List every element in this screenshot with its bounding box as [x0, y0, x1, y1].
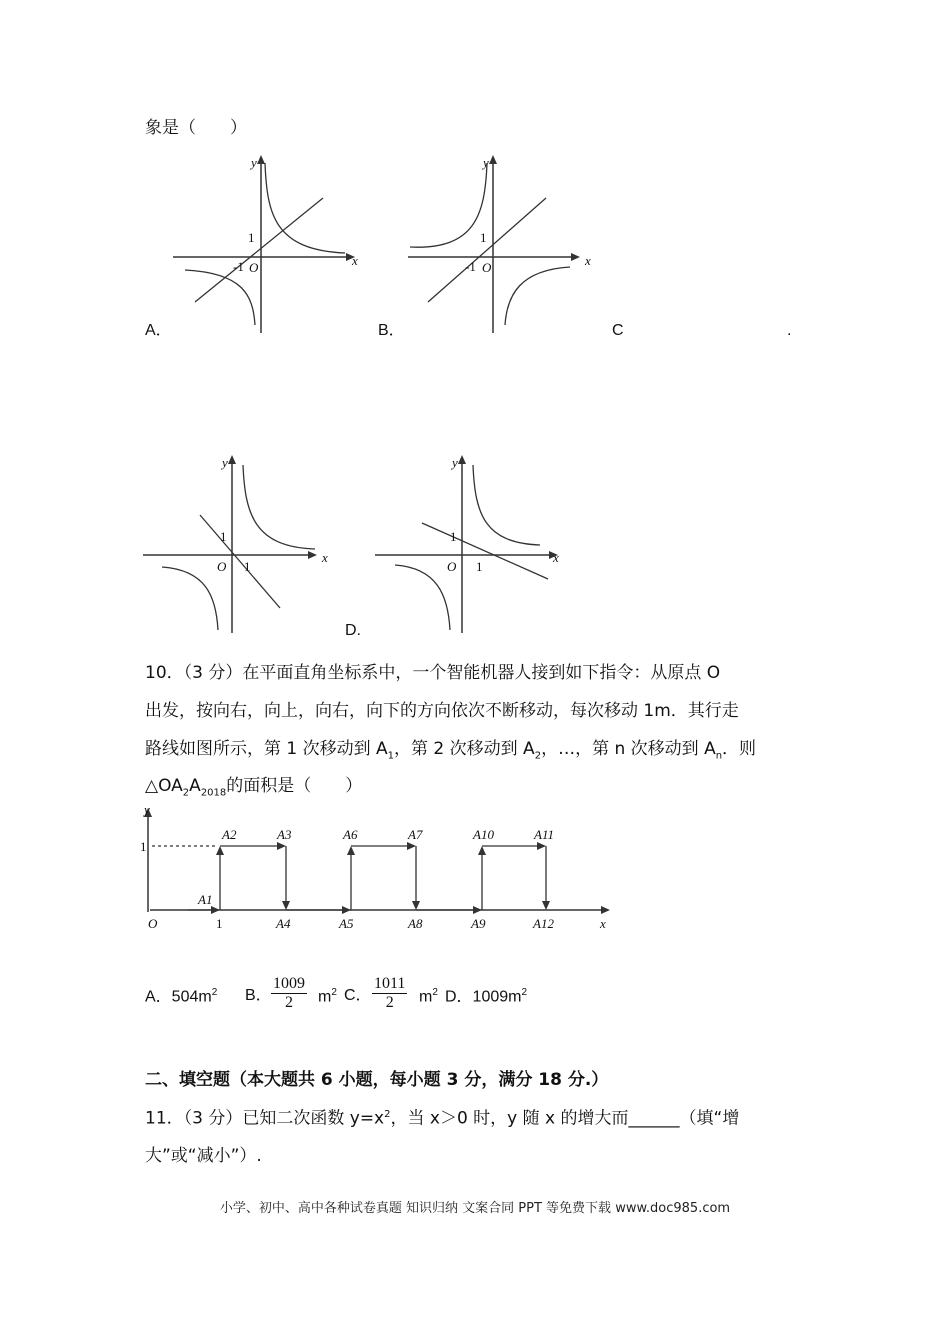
fig-label-a4: A4 — [276, 916, 291, 931]
q10-line4: $\triangle OA_2A_{2018}$的面积是（ ） — [145, 776, 363, 799]
footer-text: 小学、初中、高中各种试卷真题 知识归纳 文案合同 PPT 等免费下载 www.doc985.com — [219, 1201, 731, 1216]
graph-b-neg-one: -1 — [465, 259, 476, 274]
graph-d-y: y — [452, 455, 458, 470]
graph-a — [165, 155, 365, 335]
fig-label-a10: A10 — [473, 827, 494, 842]
graph-a-o: O — [249, 260, 259, 275]
q10-choice-d[interactable]: D．$1009m^2$ — [445, 987, 528, 1006]
graph-c-one-y: 1 — [220, 529, 227, 544]
fig-x: x — [600, 916, 606, 931]
graph-c-o: O — [217, 559, 227, 574]
option-a-label[interactable]: A． — [145, 322, 172, 339]
q11-line2: 大”或“减小”）. — [145, 1146, 262, 1166]
graph-b — [400, 155, 600, 335]
fig-label-a7: A7 — [408, 827, 423, 842]
graph-c-y: y — [222, 455, 228, 470]
q10-choice-b-fraction: $\frac{1009}{2}$ — [273, 975, 305, 1011]
option-c-dot: . — [787, 322, 792, 339]
q10-choice-b-unit: $m^2$ — [318, 987, 337, 1006]
fig-label-a3: A3 — [277, 827, 292, 842]
graph-d — [370, 455, 570, 635]
graph-b-o: O — [482, 260, 492, 275]
fig-one-x: 1 — [216, 916, 223, 931]
q10-choice-c-prefix[interactable]: C． — [344, 987, 372, 1004]
fig-label-a2: A2 — [222, 827, 237, 842]
fig-label-a9: A9 — [471, 916, 486, 931]
graph-d-x: x — [553, 550, 559, 565]
fig-label-a8: A8 — [408, 916, 423, 931]
fig-o: O — [148, 916, 158, 931]
graph-d-o: O — [447, 559, 457, 574]
q10-line3: 路线如图所示，第 1 次移动到 $A_1$，第 2 次移动到 $A_2$，…，第 n 次移动到 $A_n$．则 — [145, 739, 757, 762]
graph-a-x: x — [352, 253, 358, 268]
fig-one-y: 1 — [140, 839, 147, 854]
fig-label-a5: A5 — [339, 916, 354, 931]
q11-line1: 11．（3 分）已知二次函数 $y=x^2$，当 x＞0 时，y 随 x 的增大而______（填“增 — [145, 1108, 740, 1129]
q10-choice-b-prefix[interactable]: B． — [245, 987, 272, 1004]
option-c-label[interactable]: C — [612, 322, 624, 339]
graph-d-one-y: 1 — [450, 529, 457, 544]
section2-title: 二、填空题（本大题共 6 小题，每小题 3 分，满分 18 分.） — [145, 1070, 609, 1090]
graph-a-y: y — [251, 155, 257, 170]
fig-label-a11: A11 — [534, 827, 554, 842]
q10-choice-a[interactable]: A．$504m^2$ — [145, 987, 218, 1006]
graph-c-one-x: 1 — [244, 559, 251, 574]
q10-choice-c-unit: $m^2$ — [419, 987, 438, 1006]
graph-a-neg-one: -1 — [233, 259, 244, 274]
graph-b-x: x — [585, 253, 591, 268]
fig-label-a1: A1 — [198, 892, 213, 907]
q9-stem-tail: 象是（ ） — [145, 118, 247, 138]
graph-c — [140, 455, 340, 635]
fig-label-a12: A12 — [533, 916, 554, 931]
graph-a-one: 1 — [248, 230, 255, 245]
graph-d-one-x: 1 — [476, 559, 483, 574]
graph-b-y: y — [483, 155, 489, 170]
fig-y: y — [144, 802, 150, 817]
q10-line1: 10．（3 分）在平面直角坐标系中，一个智能机器人接到如下指令：从原点 O — [145, 663, 721, 683]
robot-path-figure — [140, 802, 620, 933]
option-b-label[interactable]: B． — [378, 322, 405, 339]
q10-line2: 出发，按向右，向上，向右，向下的方向依次不断移动，每次移动 1m．其行走 — [145, 701, 739, 721]
graph-b-one: 1 — [480, 230, 487, 245]
graph-c-x: x — [322, 550, 328, 565]
q10-choice-c-fraction: $\frac{1011}{2}$ — [374, 975, 406, 1011]
option-d-label[interactable]: D. — [345, 622, 361, 639]
fig-label-a6: A6 — [343, 827, 358, 842]
